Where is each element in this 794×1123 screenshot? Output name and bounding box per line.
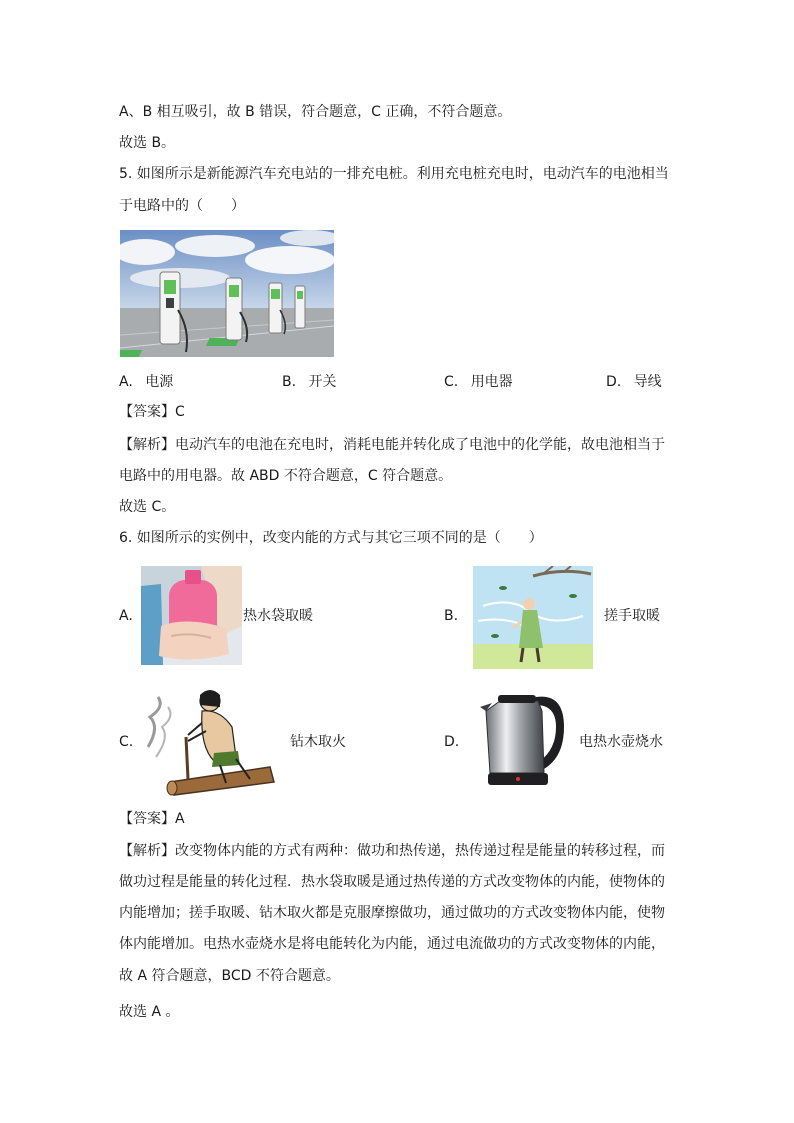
question-6-stem: 6. 如图所示的实例中，改变内能的方式与其它三项不同的是（ ） bbox=[119, 530, 543, 546]
option-6d-label: D. bbox=[444, 734, 460, 750]
answer-6: 【答案】A bbox=[119, 811, 185, 827]
option-6b-label: B. bbox=[444, 608, 459, 624]
analysis-6-line5: 故 A 符合题意，BCD 不符合题意。 bbox=[119, 968, 340, 984]
option-b-text: 开关 bbox=[308, 374, 337, 390]
option-6a-label: A. bbox=[119, 608, 133, 624]
option-a-text: 电源 bbox=[145, 374, 174, 390]
option-6c-label: C. bbox=[119, 734, 134, 750]
charging-station-photo bbox=[120, 230, 334, 357]
option-6b-caption: 搓手取暖 bbox=[604, 608, 660, 624]
option-c-label: C. bbox=[444, 374, 459, 390]
option-d-text: 导线 bbox=[633, 374, 662, 390]
answer-5: 【答案】C bbox=[119, 404, 185, 420]
option-d bbox=[606, 372, 662, 392]
analysis-5-line2: 电路中的用电器。故 ABD 不符合题意，C 符合题意。 bbox=[119, 468, 453, 484]
question-5-stem: 5. 如图所示是新能源汽车充电站的一排充电桩。利用充电桩充电时，电动汽车的电池相当 bbox=[119, 166, 669, 182]
analysis-6-line2: 做功过程是能量的转化过程．热水袋取暖是通过热传递的方式改变物体的内能，使物体的 bbox=[119, 874, 665, 890]
analysis-6-line4: 体内能增加。电热水壶烧水是将电能转化为内能，通过电流做功的方式改变物体的内能， bbox=[119, 936, 665, 952]
hot-water-bottle-photo bbox=[141, 566, 242, 665]
analysis-5-line1: 【解析】电动汽车的电池在充电时，消耗电能并转化成了电池中的化学能，故电池相当于 bbox=[119, 437, 665, 453]
rubbing-hands-illustration bbox=[473, 566, 593, 669]
question-5-stem-cont: 于电路中的（ ） bbox=[119, 198, 245, 214]
option-6c-caption: 钻木取火 bbox=[290, 734, 346, 750]
option-d-label: D. bbox=[606, 374, 622, 390]
analysis-6-line3: 内能增加；搓手取暖、钻木取火都是克服摩擦做功，通过做功的方式改变物体内能，使物 bbox=[119, 905, 665, 921]
analysis-tail: A、B 相互吸引，故 B 错误，符合题意，C 正确，不符合题意。 bbox=[119, 104, 512, 120]
option-6a-caption: 热水袋取暖 bbox=[243, 608, 313, 624]
option-a-label: A. bbox=[119, 374, 133, 390]
option-6d-caption: 电热水壶烧水 bbox=[579, 734, 663, 750]
choice-6: 故选 A 。 bbox=[119, 1004, 180, 1020]
option-b bbox=[282, 372, 337, 392]
choice-5: 故选 C。 bbox=[119, 499, 176, 515]
option-c bbox=[444, 372, 513, 392]
electric-kettle-photo bbox=[478, 687, 568, 791]
option-b-label: B. bbox=[282, 374, 297, 390]
analysis-6-line1: 【解析】改变物体内能的方式有两种：做功和热传递，热传递过程是能量的转移过程，而 bbox=[119, 843, 665, 859]
option-a bbox=[119, 372, 173, 392]
option-c-text: 用电器 bbox=[470, 374, 513, 390]
choice-line: 故选 B。 bbox=[119, 135, 176, 151]
drilling-wood-fire-illustration bbox=[140, 687, 275, 799]
